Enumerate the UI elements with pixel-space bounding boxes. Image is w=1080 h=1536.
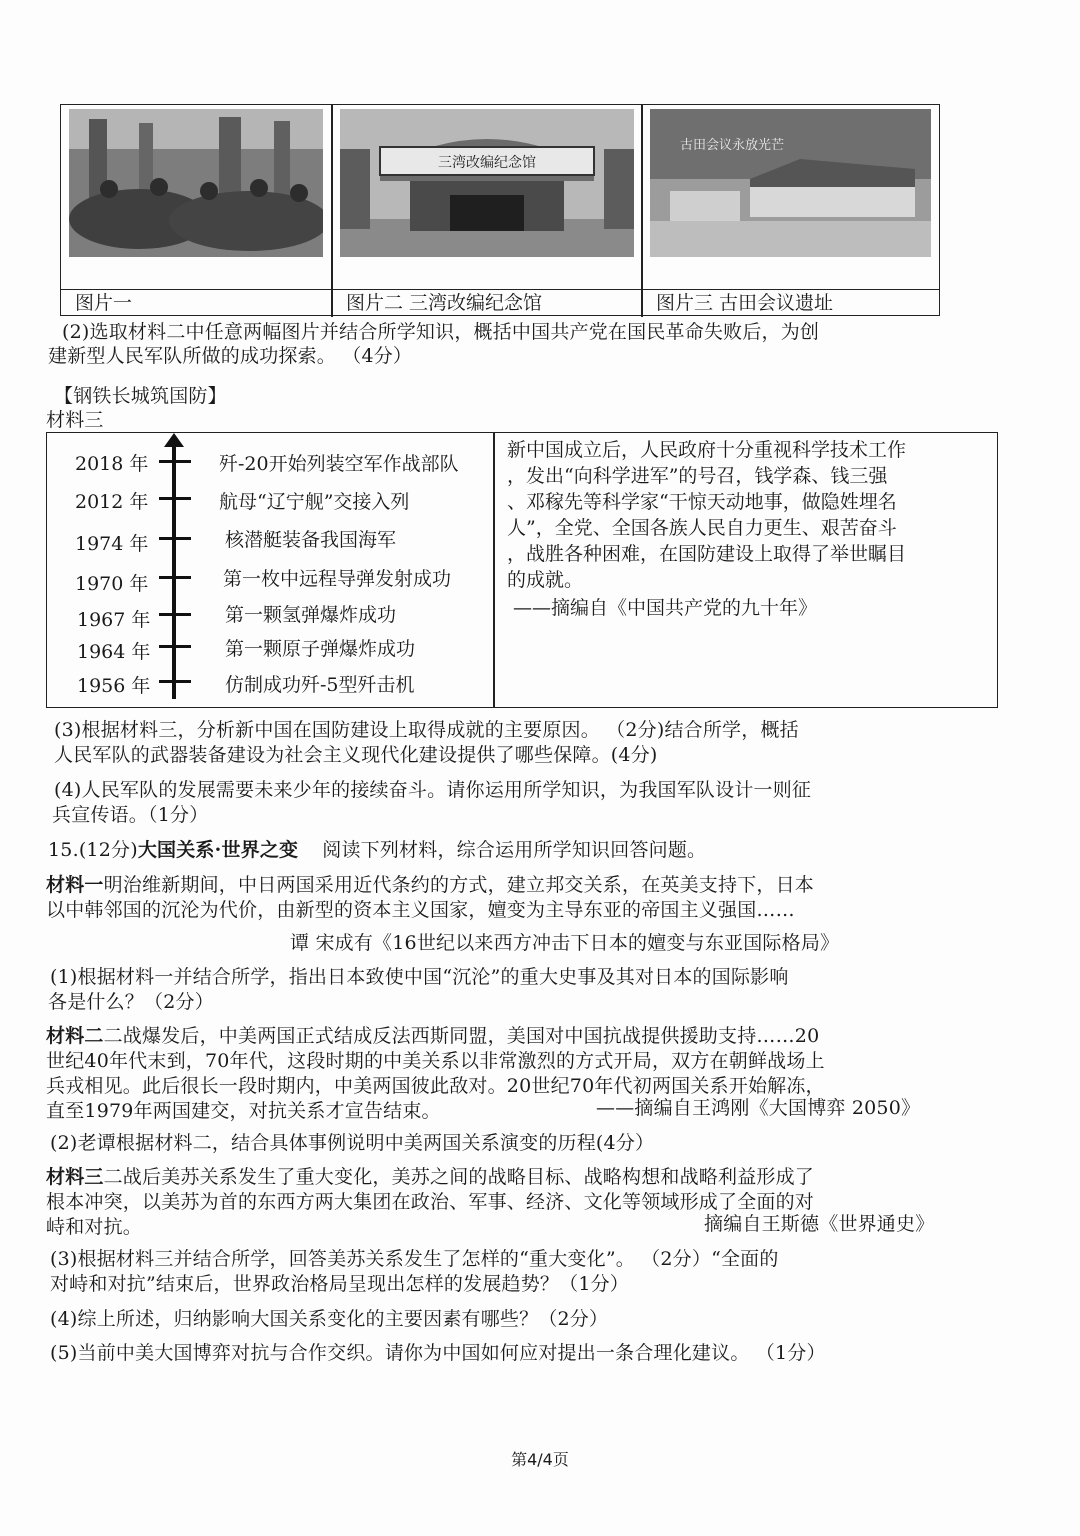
m3b-label: 材料三 — [46, 1166, 104, 1188]
material3-text-line: 、邓稼先等科学家“干惊天动地事，做隐姓埋名 — [507, 491, 897, 513]
q15-4: (4)综上所述，归纳影响大国关系变化的主要因素有哪些？（2分） — [50, 1308, 609, 1330]
photo-1-image — [69, 109, 323, 257]
photo-2-sign: 三湾改编纪念馆 — [438, 155, 536, 171]
photo-cell-2 — [332, 105, 642, 317]
timeline-year: 2012 年 — [75, 491, 149, 513]
q14-3-line-1: (3)根据材料三，分析新中国在国防建设上取得成就的主要原因。 （2分)结合所学，概括 — [54, 719, 799, 741]
material3-text-line: ，战胜各种困难，在国防建设上取得了举世瞩目 — [507, 543, 907, 565]
q15-heading — [48, 838, 706, 862]
q15-3-line-2: 对峙和对抗”结束后，世界政治格局呈现出怎样的发展趋势？（1分） — [50, 1273, 630, 1295]
timeline-year: 1970 年 — [75, 573, 149, 595]
m2-label: 材料二 — [46, 1025, 104, 1047]
photo-1-caption: 图片一 — [61, 289, 331, 317]
section-title: 【钢铁长城筑国防】 — [54, 385, 227, 407]
timeline-event: 核潜艇装备我国海军 — [225, 529, 397, 551]
q14-4-line-2: 兵宣传语。（1分） — [52, 804, 209, 826]
photo-cell-3 — [642, 105, 939, 317]
material3-label: 材料三 — [46, 409, 104, 431]
timeline-event: 航母“辽宁舰”交接入列 — [219, 491, 410, 513]
q15-instruction: 阅读下列材料，综合运用所学知识回答问题。 — [322, 839, 707, 861]
page-number: 第4/4页 — [511, 1450, 569, 1469]
m3b-line-2: 根本冲突，以美苏为首的东西方两大集团在政治、军事、经济、文化等领域形成了全面的对 — [46, 1191, 815, 1213]
timeline-tick — [159, 460, 191, 463]
timeline-tick — [159, 497, 191, 500]
m2-line-4: 直至1979年两国建交，对抗关系才宣告结束。 — [46, 1100, 441, 1122]
m1-line-2: 以中韩邻国的沉沦为代价，由新型的资本主义国家，嬗变为主导东亚的帝国主义强国…… — [46, 899, 795, 921]
material3-divider — [493, 433, 495, 707]
m2-line-2: 世纪40年代末到，70年代，这段时期的中美关系以非常激烈的方式开局，双方在朝鲜战场上 — [46, 1050, 825, 1072]
photo-3-image — [650, 109, 931, 257]
m1-label: 材料一 — [46, 874, 104, 896]
timeline-tick — [159, 680, 191, 683]
photo-2-image — [340, 109, 634, 257]
material3-text-line: 人”，全党、全国各族人民自力更生、艰苦奋斗 — [507, 517, 897, 539]
q15-1-line-2: 各是什么？（2分） — [48, 991, 214, 1013]
timeline-year: 2018 年 — [75, 453, 149, 475]
timeline-axis — [172, 441, 176, 699]
timeline-tick — [159, 576, 191, 579]
timeline-tick — [159, 537, 191, 540]
m3b-line-3: 峙和对抗。 — [46, 1216, 143, 1238]
photo-2-caption: 图片二 三湾改编纪念馆 — [332, 289, 642, 317]
m2-line-1: 材料二二战爆发后，中美两国正式结成反法西斯同盟，美国对中国抗战提供援助支持……20 — [46, 1025, 820, 1047]
q14-2-line-1: (2)选取材料二中任意两幅图片并结合所学知识，概括中国共产党在国民革命失败后，为创 — [62, 321, 820, 343]
timeline-event: 第一颗氢弹爆炸成功 — [225, 604, 397, 626]
timeline-event: 歼-20开始列装空军作战部队 — [219, 453, 459, 475]
timeline-year: 1956 年 — [77, 675, 151, 697]
photo-3-caption: 图片三 古田会议遗址 — [642, 289, 939, 317]
timeline-event: 第一颗原子弹爆炸成功 — [225, 638, 416, 660]
timeline-year: 1964 年 — [77, 641, 151, 663]
photo-3-sign: 古田会议永放光芒 — [680, 138, 785, 153]
timeline-event: 仿制成功歼-5型歼击机 — [225, 674, 415, 696]
q15-2: (2)老谭根据材料二，结合具体事例说明中美两国关系演变的历程(4分） — [50, 1132, 655, 1154]
photo-cell-1 — [61, 105, 331, 317]
timeline-event: 第一枚中远程导弹发射成功 — [223, 568, 452, 590]
material3-source: ——摘编自《中国共产党的九十年》 — [513, 597, 818, 619]
material3-text-line: ，发出“向科学进军”的号召，钱学森、钱三强 — [507, 465, 888, 487]
q15-5: (5)当前中美大国博弈对抗与合作交织。请你为中国如何应对提出一条合理化建议。 （1分） — [50, 1342, 826, 1364]
q14-4-line-1: (4)人民军队的发展需要未来少年的接续奋斗。请你运用所学知识，为我国军队设计一则征 — [54, 779, 812, 801]
material3-box — [46, 432, 998, 708]
m2-line-3: 兵戎相见。此后很长一段时期内，中美两国彼此敌对。20世纪70年代初两国关系开始解冻， — [46, 1075, 825, 1097]
timeline-tick — [159, 645, 191, 648]
timeline-year: 1974 年 — [75, 533, 149, 555]
q15-1-line-1: (1)根据材料一并结合所学，指出日本致使中国“沉沦”的重大史事及其对日本的国际影响 — [50, 966, 789, 988]
material3-text-line: 的成就。 — [507, 569, 584, 591]
q15-title: 大国关系·世界之变 — [137, 839, 299, 861]
q14-2-line-2: 建新型人民军队所做的成功探索。 （4分） — [48, 345, 413, 367]
photo-table — [60, 104, 940, 316]
q15-3-line-1: (3)根据材料三并结合所学，回答美苏关系发生了怎样的“重大变化”。 （2分）“全面的 — [50, 1248, 779, 1270]
m1-line-1: 材料一明治维新期间，中日两国采用近代条约的方式，建立邦交关系，在英美支持下，日本 — [46, 874, 815, 896]
m2-source: ——摘编自王鸿刚《大国博弈 2050》 — [596, 1097, 921, 1119]
material3-text-line: 新中国成立后，人民政府十分重视科学技术工作 — [507, 439, 907, 461]
timeline-tick — [159, 613, 191, 616]
timeline-year: 1967 年 — [77, 609, 151, 631]
m1-source: 谭 宋成有《16世纪以来西方冲击下日本的嬗变与东亚国际格局》 — [290, 932, 840, 954]
q15-number: 15.(12分) — [48, 839, 138, 861]
q14-3-line-2: 人民军队的武器装备建设为社会主义现代化建设提供了哪些保障。(4分) — [54, 744, 658, 766]
m3b-line-1: 材料三二战后美苏关系发生了重大变化，美苏之间的战略目标、战略构想和战略利益形成了 — [46, 1166, 815, 1188]
m3b-source: 摘编自王斯德《世界通史》 — [704, 1213, 935, 1235]
